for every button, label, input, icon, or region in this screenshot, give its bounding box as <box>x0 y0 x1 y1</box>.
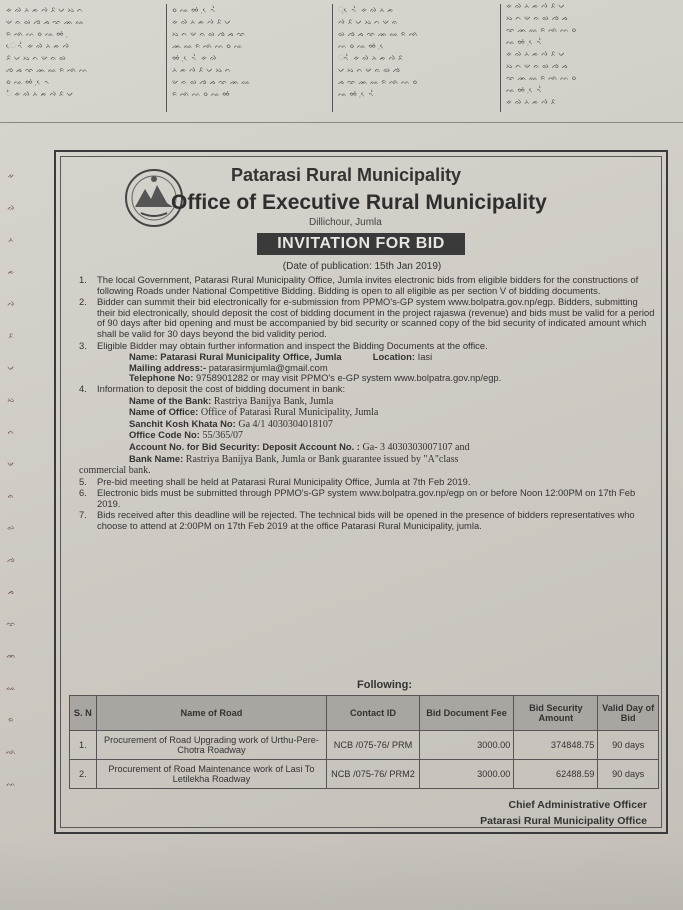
list-item <box>75 477 655 488</box>
item-number: 1. <box>79 274 87 285</box>
bid-notice <box>54 150 668 834</box>
contact-mail-label: Mailing address:- <box>129 361 207 373</box>
cell-security: 62488.59 <box>514 760 598 789</box>
col-header-sn: S. N <box>70 696 97 731</box>
khata-label: Sanchit Kosh Khata No: <box>129 417 236 429</box>
account-label: Account No. for Bid Security: Deposit Account No. : <box>129 440 360 452</box>
column-divider <box>166 4 167 112</box>
notice-body <box>75 275 655 533</box>
item-text: Electronic bids must be submitted through PPMO's-GP system www.bolpatra.gov.np/egp on or before Noon 12:00PM on 17th Feb 2019. <box>97 487 636 509</box>
list-item <box>75 510 655 531</box>
contact-phone-label: Telephone No: <box>129 372 194 384</box>
item-text: Information to deposit the cost of bidding document in bank: <box>97 382 346 394</box>
cell-valid: 90 days <box>598 760 659 789</box>
bank-name-value: Rastriya Banijya Bank, Jumla <box>213 395 334 407</box>
item-text: Bidder can summit their bid electronically for e-submission from PPMO's-GP system www.bolpatra.gov.np/egp. Bidders, submitting their bid electronically, should deposit the cost of bidding document in the project rajaswa (revenue) and bids must be valid for a period of 90 days after bid opening and must be accompanied by bid security or scanned copy of the bid security of indicated amount which shall be valid for 30 days beyond the bid validity period. <box>97 296 655 339</box>
newsprint-column-4: ᨀ ᨁ ᨂ ᨃ ᨄ ᨅ ᨆ ᨇ ᨈ ᨉ ᨊ ᨋ ᨌ ᨍ ᨎ ᨏ ᨐ ᨑ ᨒ ᨓ ᨔ ᨕ ᨖ ᨗ ᨘ ᨙ ᨚ ᨛ ᨀ ᨁ ᨂ ᨃ ᨄ ᨅ ᨆ ᨇ ᨈ ᨉ ᨊ ᨋ ᨌ ᨍ ᨎ ᨏ ᨐ ᨑ ᨒ ᨓ ᨔ ᨕ ᨖ ᨗ ᨘ ᨙ ᨚ ᨛ ᨀ ᨁ ᨂ ᨃ ᨄ ᨅ <box>506 1 577 106</box>
office-name-value: Office of Patarasi Rural Municipality, Jumla <box>200 407 379 419</box>
item-text: Bids received after this deadline will be rejected. The technical bids will be opened in the presence of bidders representatives who choose to attend at 2:00PM on 17th Feb 2019 at the office Patarasi Rural Municipality, jumla. <box>97 509 635 532</box>
cell-contact: NCB /075-76/ PRM2 <box>327 760 419 789</box>
newsprint-column-1: ᨀ ᨁ ᨂ ᨃ ᨄ ᨅ ᨆ ᨇ ᨈ ᨉ ᨊ ᨋ ᨌ ᨍ ᨎ ᨏ ᨐ ᨑ ᨒ ᨓ ᨔ ᨕ ᨖ ᨗ ᨘ ᨙ ᨚ ᨛ ᨀ ᨁ ᨂ ᨃ ᨄ ᨅ ᨆ ᨇ ᨈ ᨉ ᨊ ᨋ ᨌ ᨍ ᨎ ᨏ ᨐ ᨑ ᨒ ᨓ ᨔ ᨕ ᨖ ᨗ ᨘ ᨙ ᨚ ᨛ ᨀ ᨁ ᨂ ᨃ ᨄ ᨅ ᨆ <box>6 5 88 98</box>
contact-phone-value: 9758901282 or may visit PPMO's e-GP system www.bolpatra.gov.np/egp. <box>196 372 502 384</box>
section-divider <box>0 122 683 123</box>
list-item <box>75 488 655 509</box>
org-name-line1: Patarasi Rural Municipality <box>231 165 462 185</box>
bank-guarantee-value: Rastriya Banijya Bank, Jumla or Bank guarantee issued by "A"class <box>185 453 459 465</box>
bid-table <box>69 695 659 789</box>
office-code-label: Office Code No: <box>129 429 200 441</box>
following-label: Following: <box>357 679 412 691</box>
item-text: The local Government, Patarasi Rural Municipality Office, Jumla invites electronic bids from eligible bidders for the constructions of following Roads under National Competitive Bidding. Bidding is open to all eligible as per section V of bidding documents. <box>97 274 639 296</box>
item-number: 3. <box>79 339 87 351</box>
item-number: 7. <box>79 509 87 521</box>
cell-fee: 3000.00 <box>419 760 514 789</box>
org-name-line2: Office of Executive Rural Municipality <box>171 191 547 214</box>
list-item <box>75 297 655 339</box>
table-row <box>70 760 659 789</box>
newsprint-column-2: ᨔ ᨕ ᨖ ᨗ ᨘ ᨙ ᨚ ᨛ ᨀ ᨁ ᨂ ᨃ ᨄ ᨅ ᨆ ᨇ ᨈ ᨉ ᨊ ᨋ ᨌ ᨍ ᨎ ᨏ ᨐ ᨑ ᨒ ᨓ ᨔ ᨕ ᨖ ᨗ ᨘ ᨙ ᨚ ᨛ ᨀ ᨁ ᨂ ᨃ ᨄ ᨅ ᨆ ᨇ ᨈ ᨉ ᨊ ᨋ ᨌ ᨍ ᨎ ᨏ ᨐ ᨑ ᨒ ᨓ ᨔ ᨕ ᨖ ᨗ <box>172 5 251 98</box>
item-text: Eligible Bidder may obtain further information and inspect the Bidding Documents at the office. <box>97 339 488 351</box>
col-header-road: Name of Road <box>96 696 327 731</box>
column-divider <box>500 4 501 112</box>
cell-sn: 1. <box>70 731 97 760</box>
signature-office: Patarasi Rural Municipality Office <box>480 815 647 827</box>
cell-valid: 90 days <box>598 731 659 760</box>
table-row <box>70 731 659 760</box>
cell-sn: 2. <box>70 760 97 789</box>
left-edge-newsprint: ᨀ ᨁ ᨂ ᨃ ᨄ ᨅ ᨆ ᨇ ᨈ ᨉ ᨊ ᨋ ᨌ ᨍ ᨎ ᨏ ᨐ ᨑ ᨒ ᨓ <box>6 171 16 788</box>
cell-security: 374848.75 <box>514 731 598 760</box>
cell-road: Procurement of Road Maintenance work of Lasi To Letilekha Roadway <box>96 760 327 789</box>
signature-title: Chief Administrative Officer <box>508 799 647 811</box>
bank-name-label: Name of the Bank: <box>129 394 212 406</box>
contact-name-label: Name: <box>129 351 158 363</box>
bank-guarantee-cont: commercial bank. <box>79 465 151 477</box>
contact-location-label: Location: <box>372 351 415 363</box>
page-bottom-shadow <box>0 840 683 910</box>
cell-contact: NCB /075-76/ PRM <box>327 731 419 760</box>
cell-fee: 3000.00 <box>419 731 514 760</box>
notice-title: INVITATION FOR BID <box>257 233 465 255</box>
contact-mail-value[interactable]: patarasirmjumla@gmail.com <box>208 361 328 373</box>
account-value: Ga- 3 4030303007107 and <box>362 441 470 453</box>
col-header-valid: Valid Day of Bid <box>598 696 659 731</box>
column-divider <box>332 4 333 112</box>
publication-date: (Date of publication: 15th Jan 2019) <box>282 261 442 272</box>
office-code-value: 55/365/07 <box>202 430 244 442</box>
newsprint-column-3: ᨘ ᨙ ᨚ ᨛ ᨀ ᨁ ᨂ ᨃ ᨄ ᨅ ᨆ ᨇ ᨈ ᨉ ᨊ ᨋ ᨌ ᨍ ᨎ ᨏ ᨐ ᨑ ᨒ ᨓ ᨔ ᨕ ᨖ ᨗ ᨘ ᨙ ᨚ ᨛ ᨀ ᨁ ᨂ ᨃ ᨄ ᨅ ᨆ ᨇ ᨈ ᨉ ᨊ ᨋ ᨌ ᨍ ᨎ ᨏ ᨐ ᨑ ᨒ ᨓ ᨔ ᨕ ᨖ ᨗ ᨘ ᨙ ᨚ ᨛ <box>338 5 419 98</box>
col-header-fee: Bid Document Fee <box>419 696 514 731</box>
list-item <box>75 341 655 352</box>
item-number: 5. <box>79 475 87 487</box>
item-number: 6. <box>79 487 87 499</box>
bank-guarantee-row <box>75 454 655 466</box>
contact-name-value: Patarasi Rural Municipality Office, Jumla <box>160 351 342 363</box>
item-number: 4. <box>79 382 87 394</box>
list-item <box>75 275 655 296</box>
office-name-label: Name of Office: <box>129 406 199 418</box>
bid-notice-inner-border <box>60 156 662 828</box>
contact-location-value: Iasi <box>417 351 433 363</box>
org-location: Dillichour, Jumla <box>309 217 382 228</box>
col-header-security: Bid Security Amount <box>514 696 598 731</box>
table-header-row <box>70 696 659 731</box>
list-item <box>75 384 655 395</box>
item-text: Pre-bid meeting shall be held at Patarasi Rural Municipality Office, Jumla at 7th Feb 2019. <box>97 475 471 487</box>
khata-value: Ga 4/1 4030304018107 <box>238 418 333 430</box>
bank-guarantee-label: Bank Name: <box>129 452 184 464</box>
col-header-contact: Contact ID <box>327 696 419 731</box>
item-number: 2. <box>79 296 87 308</box>
cell-road: Procurement of Road Upgrading work of Urthu-Pere-Chotra Roadway <box>96 731 327 760</box>
